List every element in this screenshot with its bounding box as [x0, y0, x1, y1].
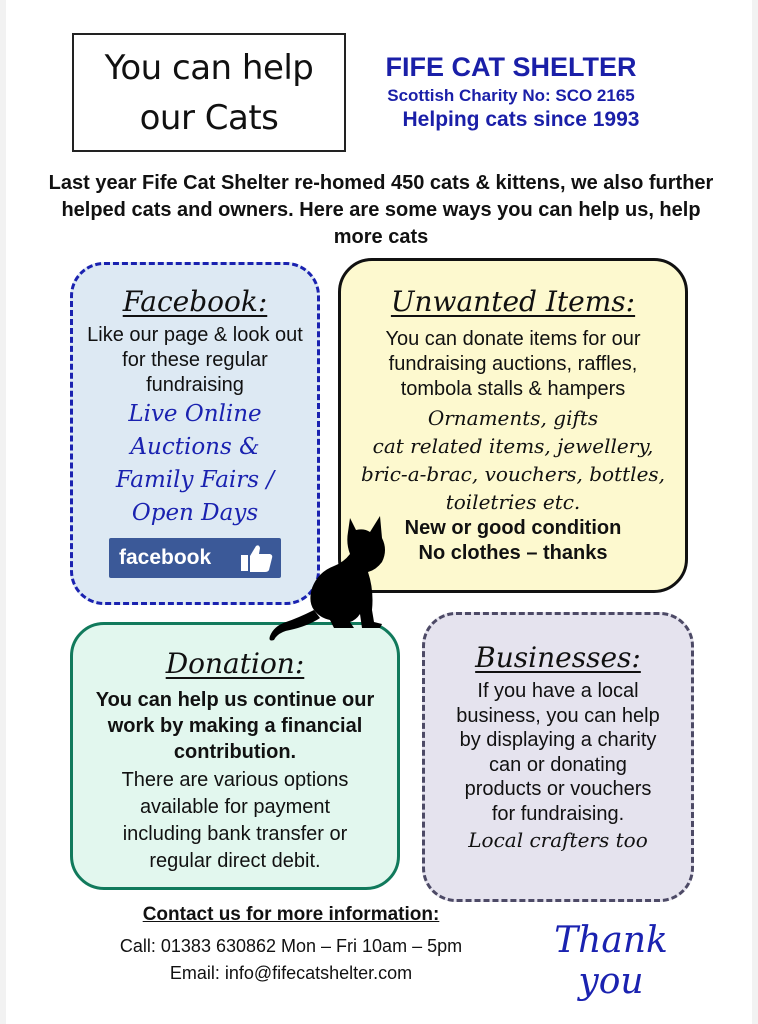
- donation-text: There are various options available for payment including bank transfer or regular direct debit.: [121, 769, 349, 872]
- org-name: FIFE CAT SHELTER: [385, 52, 637, 82]
- title-line-2: our Cats: [139, 98, 279, 138]
- facebook-text: Like our page & look out for these regular fundraising: [87, 324, 303, 396]
- clothes-note: No clothes – thanks: [418, 542, 608, 564]
- example-item: toiletries etc.: [445, 490, 581, 514]
- crafters-note: Local crafters too: [468, 828, 648, 852]
- contact-phone[interactable]: Call: 01383 630862 Mon – Fri 10am – 5pm: [119, 936, 463, 956]
- businesses-box: [422, 612, 694, 902]
- event-item: Open Days: [131, 500, 259, 526]
- thank-you-signature: Thank you: [554, 920, 668, 1002]
- intro-text: Last year Fife Cat Shelter re-homed 450 cats & kittens, we also further helped cats and owners. Here are some ways you can help us, help more cats: [48, 172, 714, 248]
- title-box: [72, 33, 346, 152]
- cat-silhouette-icon: [264, 510, 394, 650]
- unwanted-text: You can donate items for our fundraising auctions, raffles, tombola stalls & hampers: [385, 328, 641, 400]
- example-item: Ornaments, gifts: [427, 406, 599, 430]
- donation-box: [70, 622, 400, 890]
- facebook-logo[interactable]: [109, 538, 281, 578]
- flyer-page: [6, 0, 752, 1024]
- title-line-1: You can help: [104, 48, 314, 88]
- org-tagline: Helping cats since 1993: [402, 108, 640, 131]
- donation-heading: Donation:: [165, 647, 305, 680]
- facebook-logo-text: facebook: [119, 546, 212, 569]
- donation-bold-text: You can help us continue our work by making a financial contribution.: [95, 689, 375, 763]
- event-item: Family Fairs /: [115, 467, 275, 493]
- contact-heading: Contact us for more information:: [142, 904, 440, 925]
- charity-number: Scottish Charity No: SCO 2165: [387, 86, 635, 105]
- businesses-text: If you have a local business, you can help by displaying a charity can or donating products or vouchers for fundraising.: [456, 680, 660, 825]
- event-item: Live Online: [128, 401, 262, 427]
- businesses-heading: Businesses:: [475, 641, 641, 674]
- contact-email[interactable]: Email: info@fifecatshelter.com: [169, 963, 413, 983]
- facebook-heading: Facebook:: [122, 285, 268, 318]
- condition-note: New or good condition: [404, 517, 622, 539]
- unwanted-heading: Unwanted Items:: [390, 285, 636, 318]
- example-item: cat related items, jewellery,: [372, 434, 654, 458]
- event-item: Auctions &: [130, 434, 260, 460]
- example-item: bric-a-brac, vouchers, bottles,: [360, 462, 666, 486]
